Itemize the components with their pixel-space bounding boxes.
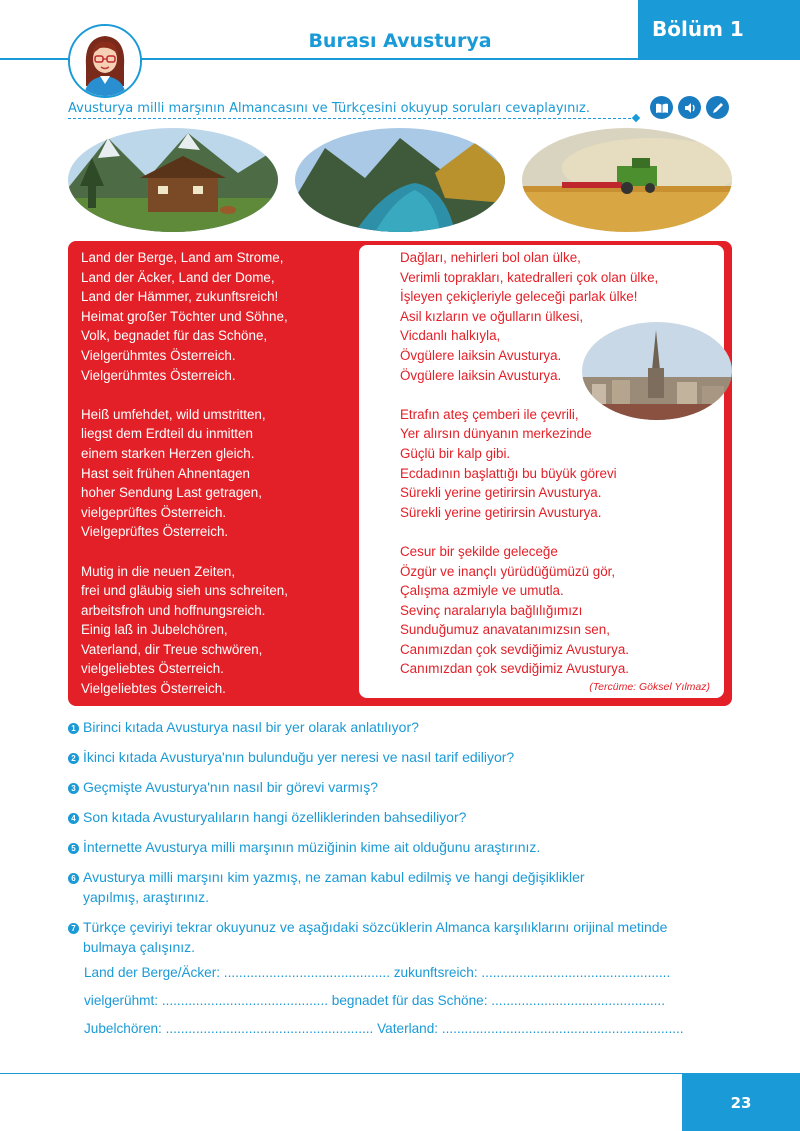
poem-line: Vielgerühmtes Österreich. <box>81 347 236 363</box>
poem-line: Heimat großer Töchter und Söhne, <box>81 308 288 324</box>
german-stanza-1 <box>81 248 351 385</box>
avatar <box>68 24 142 98</box>
vienna-cityscape-photo <box>582 322 732 420</box>
listen-icon[interactable] <box>678 96 701 119</box>
question-5 <box>68 838 708 858</box>
german-stanza-2 <box>81 405 351 542</box>
question-text: Avusturya milli marşını kim yazmış, ne zaman kabul edilmiş ve hangi değişiklikler <box>83 869 585 885</box>
poem-line: Dağları, nehirleri bol olan ülke, <box>400 250 581 265</box>
poem-line: Övgülere laiksin Avusturya. <box>400 367 562 383</box>
poem-line: Land der Hämmer, zukunftsreich! <box>81 289 279 305</box>
poem-line: Volk, begnadet für das Schöne, <box>81 328 268 344</box>
poem-line: Sürekli yerine getirirsin Avusturya. <box>400 504 602 520</box>
german-stanza-3 <box>81 562 351 699</box>
teacher-avatar-icon <box>70 26 140 96</box>
page-number: 23 <box>682 1074 800 1131</box>
poem-line: Sunduğumuz anavatanımızsın sen, <box>400 622 610 638</box>
question-text: Türkçe çeviriyi tekrar okuyunuz ve aşağıdaki sözcüklerin Almanca karşılıklarını orijinal metinde <box>83 919 668 935</box>
poem-line: Vaterland, dir Treue schwören, <box>81 641 263 657</box>
poem-line: Yer alırsın dünyanın merkezinde <box>400 426 592 442</box>
question-2 <box>68 748 708 768</box>
poem-line: hoher Sendung Last getragen, <box>81 485 262 501</box>
poem-line: arbeitsfroh und hoffnungsreich. <box>81 602 266 618</box>
poem-line: Övgülere laiksin Avusturya. <box>400 347 562 363</box>
question-number: 5 <box>68 843 79 854</box>
question-3 <box>68 778 708 798</box>
turkish-stanza-3 <box>400 542 720 679</box>
question-1 <box>68 718 708 738</box>
question-text-continued: bulmaya çalışınız. <box>83 938 196 955</box>
question-text: İnternette Avusturya milli marşının müziğinin kime ait olduğunu araştırınız. <box>83 839 541 855</box>
poem-line: Vicdanlı halkıyla, <box>400 328 501 344</box>
turkish-translation-text <box>400 248 720 699</box>
poem-line: Canımızdan çok sevdiğimiz Avusturya. <box>400 641 629 657</box>
german-anthem-text <box>81 248 351 718</box>
chapter-tab <box>638 0 800 58</box>
question-4 <box>68 808 708 828</box>
poem-line: Çalışma azmiyle ve umutla. <box>400 583 564 599</box>
question-number: 3 <box>68 783 79 794</box>
translation-credit: (Tercüme: Göksel Yılmaz) <box>589 681 710 693</box>
poem-line: Canımızdan çok sevdiğimiz Avusturya. <box>400 661 629 677</box>
question-text: Son kıtada Avusturyalıların hangi özelliklerinden bahsediliyor? <box>83 809 467 825</box>
poem-line: Sevinç naralarıyla bağlılığımızı <box>400 602 583 618</box>
poem-line: Güçlü bir kalp gibi. <box>400 445 511 461</box>
poem-line: Cesur bir şekilde geleceğe <box>400 543 558 559</box>
poem-line: einem starken Herzen gleich. <box>81 445 255 461</box>
poem-line: Vielgerühmtes Österreich. <box>81 367 236 383</box>
poem-line: Mutig in die neuen Zeiten, <box>81 563 236 579</box>
pencil-icon[interactable] <box>706 96 729 119</box>
fill-in-row-3[interactable]: Jubelchören: ....................................................... Vaterland: ................................................................ <box>84 1021 684 1036</box>
page-title: Burası Avusturya <box>308 30 492 52</box>
poem-line: Heiß umfehdet, wild umstritten, <box>81 406 266 422</box>
question-number: 6 <box>68 873 79 884</box>
poem-line: Vielgeprüftes Österreich. <box>81 524 229 540</box>
footer-rule <box>0 1073 800 1074</box>
poem-line: Ecdadının başlattığı bu büyük görevi <box>400 465 617 481</box>
question-text-continued: yapılmış, araştırınız. <box>83 888 210 905</box>
poem-line: Sürekli yerine getirirsin Avusturya. <box>400 485 602 501</box>
poem-line: Land der Äcker, Land der Dome, <box>81 269 275 285</box>
poem-line: Einig laß in Jubelchören, <box>81 622 228 638</box>
question-number: 1 <box>68 723 79 734</box>
poem-line: Vielgeliebtes Österreich. <box>81 681 226 697</box>
book-icon[interactable] <box>650 96 673 119</box>
mountain-lake-photo <box>295 128 505 232</box>
question-7 <box>68 918 708 957</box>
fill-in-row-1[interactable]: Land der Berge/Äcker: ............................................ zukunftsreich: .................................................. <box>84 965 671 980</box>
poem-line: liegst dem Erdteil du inmitten <box>81 426 253 442</box>
diamond-marker-icon <box>632 114 640 122</box>
harvest-field-photo <box>522 128 732 232</box>
chapter-label: Bölüm 1 <box>652 17 744 41</box>
poem-line: Etrafın ateş çemberi ile çevrili, <box>400 406 579 422</box>
poem-line: İşleyen çekiçleriyle geleceği parlak ülke! <box>400 289 638 305</box>
poem-line: frei und gläubig sieh uns schreiten, <box>81 583 288 599</box>
question-number: 4 <box>68 813 79 824</box>
poem-line: Özgür ve inançlı yürüdüğümüzü gör, <box>400 563 616 579</box>
question-6 <box>68 868 708 907</box>
question-text: Birinci kıtada Avusturya nasıl bir yer olarak anlatılıyor? <box>83 719 419 735</box>
question-number: 7 <box>68 923 79 934</box>
question-text: Geçmişte Avusturya'nın nasıl bir görevi varmış? <box>83 779 378 795</box>
turkish-stanza-2 <box>400 405 720 523</box>
instruction-underline <box>68 118 636 119</box>
poem-line: Asil kızların ve oğulların ülkesi, <box>400 308 584 324</box>
poem-line: Land der Berge, Land am Strome, <box>81 250 284 265</box>
poem-line: vielgeprüftes Österreich. <box>81 504 227 520</box>
question-text: İkinci kıtada Avusturya'nın bulunduğu yer neresi ve nasıl tarif ediliyor? <box>83 749 515 765</box>
poem-line: Hast seit frühen Ahnentagen <box>81 465 250 481</box>
instruction-text: Avusturya milli marşının Almancasını ve Türkçesini okuyup soruları cevaplayınız. <box>68 101 590 116</box>
poem-line: Verimli toprakları, katedralleri çok olan ülke, <box>400 269 659 285</box>
alpine-chalet-photo <box>68 128 278 232</box>
question-number: 2 <box>68 753 79 764</box>
poem-line: vielgeliebtes Österreich. <box>81 661 224 677</box>
fill-in-row-2[interactable]: vielgerühmt: ............................................ begnadet für das Schöne: .............................................. <box>84 993 665 1008</box>
